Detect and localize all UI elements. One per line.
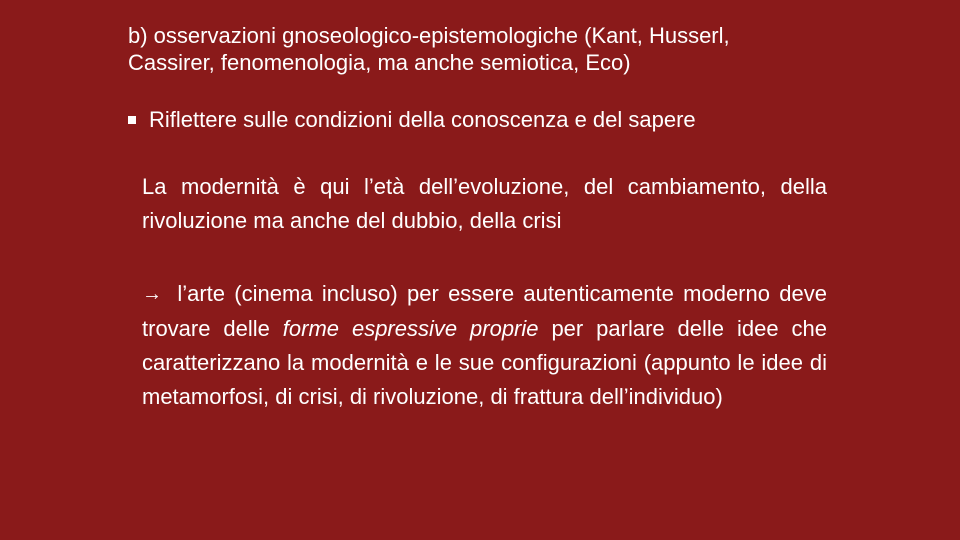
heading-line-2: Cassirer, fenomenologia, ma anche semiotica, Eco) (128, 50, 631, 75)
paragraph-1-line-1: La modernità è qui l’età dell’evoluzione, del cambiamento, (142, 174, 766, 199)
arrow-right-icon: → (142, 283, 162, 305)
paragraph-art (142, 277, 827, 414)
heading-line-1: b) osservazioni gnoseologico-epistemologiche (Kant, Husserl, (128, 23, 730, 48)
paragraph-2-part-2: per parlare delle idee che caratterizzano la modernità e le sue configurazioni (appunto le idee di metamorfosi, di crisi, di rivoluzione, di frattura dell’individuo) (142, 316, 827, 409)
paragraph-modernity (142, 170, 827, 238)
bullet-text: Riflettere sulle condizioni della conoscenza e del sapere (149, 107, 696, 132)
paragraph-2-part-1: l’arte (cinema incluso) per essere autenticamente moderno deve trovare delle (142, 281, 827, 341)
slide-heading (128, 22, 848, 76)
paragraph-1-line-2: della rivoluzione ma anche del dubbio, della crisi (142, 174, 827, 233)
bullet-item (128, 105, 848, 135)
square-bullet-icon (128, 116, 136, 124)
paragraph-2-italic: forme espressive proprie (282, 316, 539, 341)
